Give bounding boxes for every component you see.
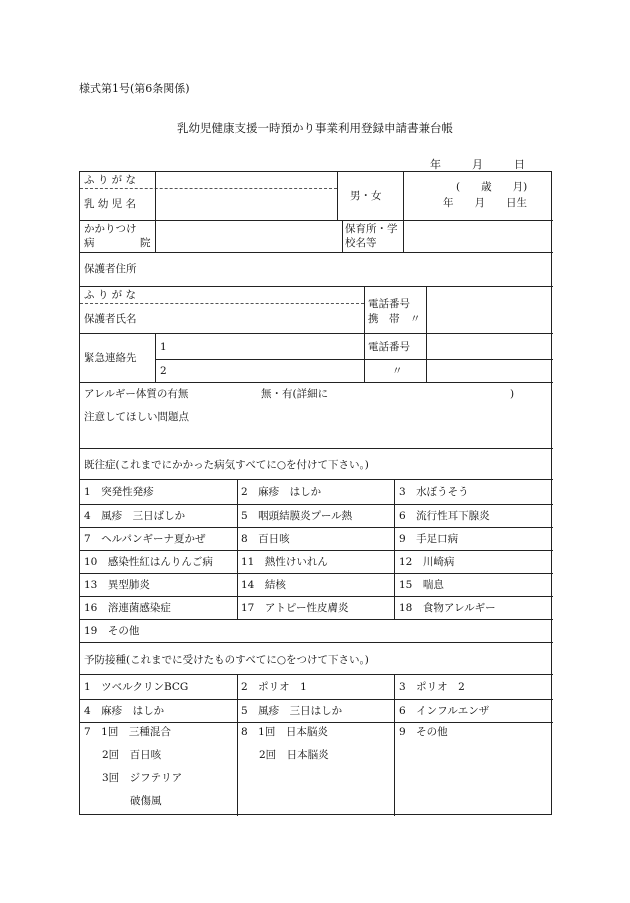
- vaccination-item[interactable]: 3 ポリオ 2: [399, 681, 465, 693]
- sex-options[interactable]: 男・女: [350, 190, 382, 202]
- allergy-close-paren: ): [510, 388, 515, 400]
- history-item[interactable]: 11 熱性けいれん: [241, 556, 328, 568]
- vaccination-item[interactable]: 5 風疹 三日はしか: [241, 705, 343, 717]
- history-heading: 既往症(これまでにかかった病気すべてに○を付けて下さい。): [84, 459, 369, 471]
- guardian-address-label: 保護者住所: [84, 263, 137, 275]
- doctor-label-1: かかりつけ: [84, 223, 137, 235]
- history-item[interactable]: 12 川崎病: [399, 556, 455, 568]
- allergy-label: アレルギー体質の有無: [84, 388, 189, 400]
- emergency-label: 緊急連絡先: [84, 352, 137, 364]
- vaccination-item[interactable]: 9 その他: [399, 726, 448, 738]
- page-title: 乳幼児健康支援一時預かり事業利用登録申請書兼台帳: [177, 121, 453, 135]
- emergency-ditto-mark: 〃: [392, 365, 403, 377]
- history-item[interactable]: 4 風疹 三日ばしか: [84, 510, 186, 522]
- guardian-mobile-label: 携 帯 〃: [368, 313, 421, 325]
- history-item[interactable]: 6 流行性耳下腺炎: [399, 510, 490, 522]
- history-item[interactable]: 1 突発性発疹: [84, 486, 154, 498]
- school-label-2: 校名等: [345, 237, 377, 249]
- vaccination-item[interactable]: 3回 ジフテリア: [102, 772, 183, 784]
- history-item[interactable]: 2 麻疹 はしか: [241, 486, 322, 498]
- history-item[interactable]: 8 百日咳: [241, 533, 290, 545]
- allergy-options[interactable]: 無・有(詳細に: [261, 388, 329, 400]
- vaccination-item[interactable]: 2回 百日咳: [102, 749, 162, 761]
- vaccination-heading: 予防接種(これまでに受けたものすべてに○をつけて下さい。): [84, 654, 369, 666]
- history-item[interactable]: 9 手足口病: [399, 533, 459, 545]
- guardian-name-label: 保護者氏名: [84, 313, 137, 325]
- child-furigana-label: ふ り が な: [84, 174, 137, 186]
- history-item[interactable]: 15 喘息: [399, 579, 444, 591]
- history-item[interactable]: 10 感染性紅はんりんご病: [84, 556, 213, 568]
- year-label: 年: [430, 158, 441, 171]
- emergency-row-1-number: 1: [160, 341, 167, 353]
- vaccination-item[interactable]: 2回 日本脳炎: [259, 749, 329, 761]
- vaccination-item[interactable]: 6 インフルエンザ: [399, 705, 490, 717]
- notes-label: 注意してほしい問題点: [84, 411, 189, 423]
- history-item[interactable]: 18 食物アレルギー: [399, 602, 496, 614]
- birth-date-line: 年 月 日生: [443, 197, 527, 209]
- history-item[interactable]: 19 その他: [84, 625, 140, 637]
- month-label: 月: [472, 158, 483, 171]
- doctor-label-2a: 病: [84, 237, 95, 249]
- emergency-row-2-number: 2: [160, 365, 167, 377]
- vaccination-item[interactable]: 7 1回 三種混合: [84, 726, 171, 738]
- school-label-1: 保育所・学: [345, 223, 398, 235]
- vaccination-item[interactable]: 破傷風: [130, 795, 162, 807]
- vaccination-item[interactable]: 1 ツベルクリンBCG: [84, 681, 189, 693]
- history-item[interactable]: 5 咽頭結膜炎プール熱: [241, 510, 353, 522]
- form-number: 様式第1号(第6条関係): [79, 82, 190, 95]
- history-item[interactable]: 13 異型肺炎: [84, 579, 150, 591]
- date-line: [430, 156, 525, 172]
- guardian-furigana-label: ふ り が な: [84, 289, 137, 301]
- day-label: 日: [514, 158, 525, 171]
- guardian-phone-label: 電話番号: [368, 298, 410, 310]
- child-name-label: 乳 幼 児 名: [84, 198, 137, 210]
- vaccination-item[interactable]: 4 麻疹 はしか: [84, 705, 165, 717]
- doctor-label-2b: 院: [140, 237, 151, 249]
- history-item[interactable]: 16 溶連菌感染症: [84, 602, 171, 614]
- vaccination-item[interactable]: 8 1回 日本脳炎: [241, 726, 328, 738]
- history-item[interactable]: 17 アトピー性皮膚炎: [241, 602, 349, 614]
- age-line: ( 歳 月): [456, 181, 528, 193]
- history-item[interactable]: 7 ヘルパンギーナ夏かぜ: [84, 533, 206, 545]
- history-item[interactable]: 14 結核: [241, 579, 286, 591]
- history-item[interactable]: 3 水ぼうそう: [399, 486, 469, 498]
- vaccination-item[interactable]: 2 ポリオ 1: [241, 681, 307, 693]
- registration-form: [79, 171, 552, 815]
- emergency-phone-label: 電話番号: [368, 341, 410, 353]
